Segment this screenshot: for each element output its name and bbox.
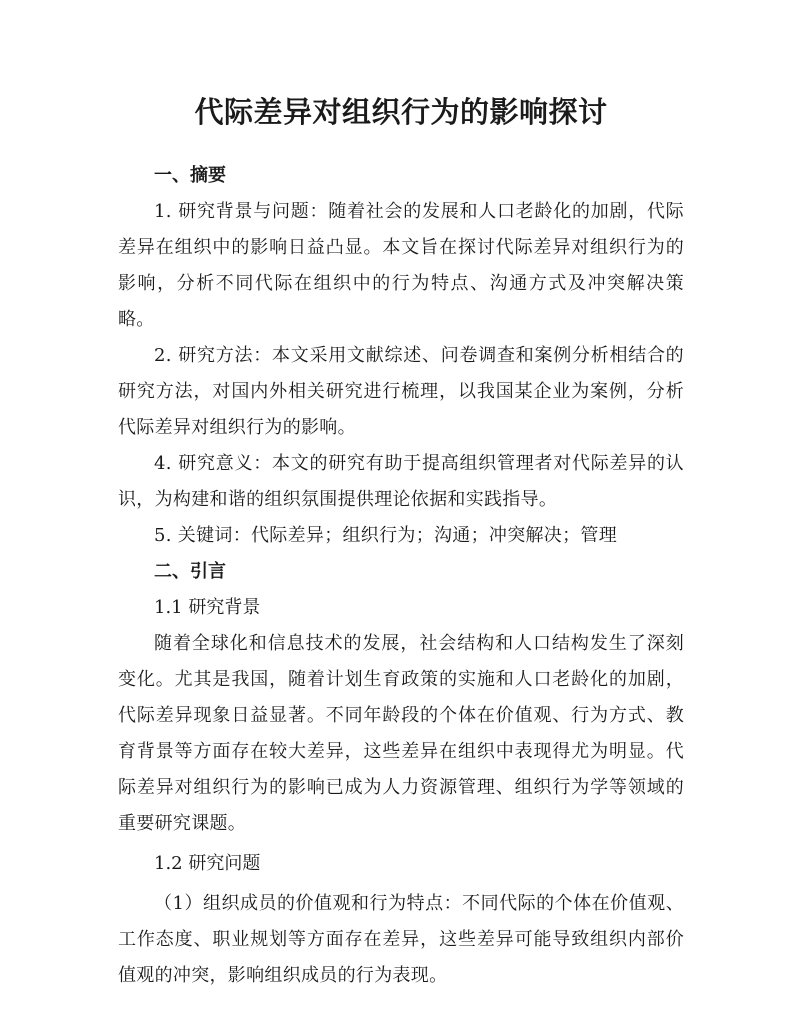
abstract-item-significance: 4. 研究意义：本文的研究有助于提高组织管理者对代际差异的认识，为构建和谐的组织氛围提供理论依据和实践指导。 — [118, 453, 684, 510]
section-heading-abstract: 一、摘要 — [154, 165, 226, 186]
abstract-item-background: 1. 研究背景与问题：随着社会的发展和人口老龄化的加剧，代际差异在组织中的影响日益凸显。本文旨在探讨代际差异对组织行为的影响，分析不同代际在组织中的行为特点、沟通方式及冲突解决策略。 — [118, 201, 684, 330]
subsection-text-questions: （1）组织成员的价值观和行为特点：不同代际的个体在价值观、工作态度、职业规划等方面存在差异，这些差异可能导致组织内部价值观的冲突，影响组织成员的行为表现。 — [118, 893, 684, 986]
document-page — [118, 92, 684, 994]
subsection-title-questions: 1.2 研究问题 — [154, 853, 261, 874]
subsection-title-background: 1.1 研究背景 — [154, 597, 261, 618]
subsection-text-background: 随着全球化和信息技术的发展，社会结构和人口结构发生了深刻变化。尤其是我国，随着计划生育政策的实施和人口老龄化的加剧，代际差异现象日益显著。不同年龄段的个体在价值观、行为方式、教育背景等方面存在较大差异，这些差异在组织中表现得尤为明显。代际差异对组织行为的影响已成为人力资源管理、组织行为学等领域的重要研究课题。 — [118, 633, 684, 834]
section-heading-intro: 二、引言 — [154, 561, 226, 582]
abstract-item-keywords: 5. 关键词：代际差异；组织行为；沟通；冲突解决；管理 — [154, 525, 617, 546]
document-title: 代际差异对组织行为的影响探讨 — [194, 95, 608, 129]
abstract-item-method: 2. 研究方法：本文采用文献综述、问卷调查和案例分析相结合的研究方法，对国内外相关研究进行梳理，以我国某企业为案例，分析代际差异对组织行为的影响。 — [118, 345, 684, 438]
